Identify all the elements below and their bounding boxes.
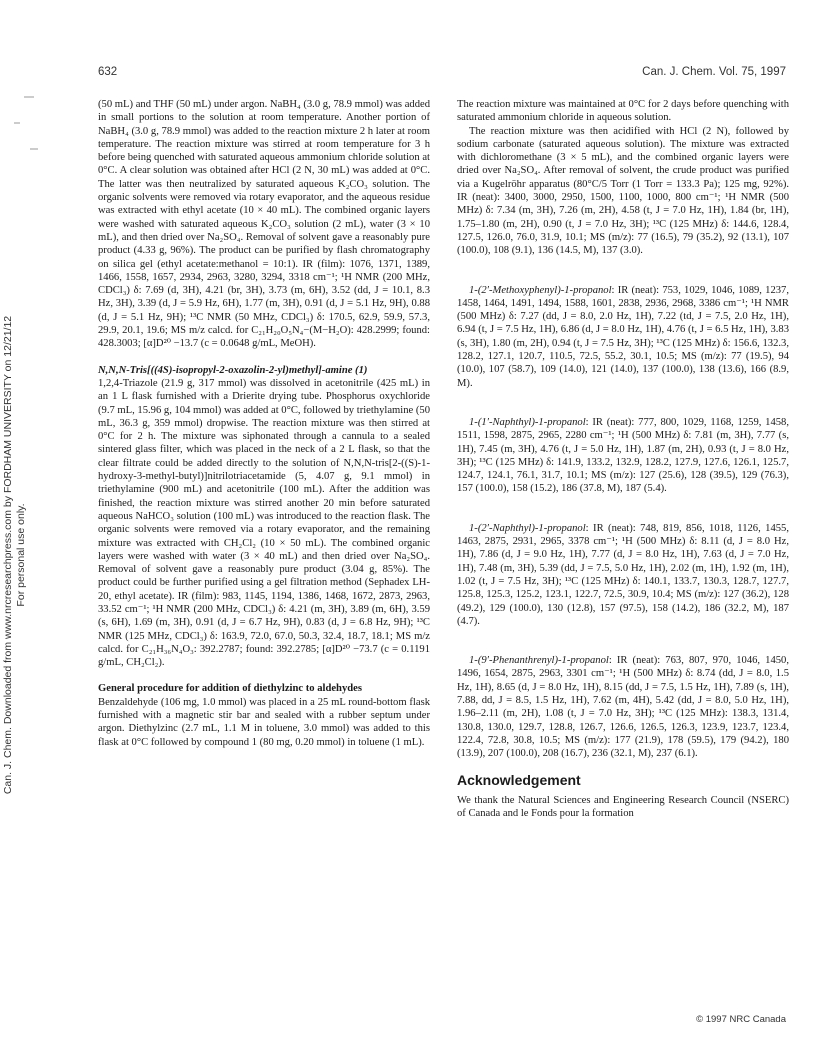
copyright-footer: © 1997 NRC Canada bbox=[696, 1014, 786, 1025]
compound-entry bbox=[457, 522, 789, 628]
acknowledgement-heading: Acknowledgement bbox=[457, 772, 581, 789]
download-watermark bbox=[2, 240, 28, 870]
scan-speck bbox=[14, 122, 20, 124]
paragraph: Benzaldehyde (106 mg, 1.0 mmol) was placed in a 25 mL round-bottom flask furnished with a magnetic stir bar and sealed with a rubber septum under argon. Diethylzinc (2.7 mL, 1.1 M in toluene, 3.0 mmol) was added to this flask at 0°C followed by compound 1 (80 mg, 0.20 mmol) in toluene (1 mL). bbox=[98, 696, 430, 748]
compound-entry bbox=[457, 654, 789, 760]
compound-entry bbox=[457, 416, 789, 496]
left-column bbox=[98, 98, 430, 749]
paragraph: 1,2,4-Triazole (21.9 g, 317 mmol) was dissolved in acetonitrile (425 mL) in an 1 L flask furnished with a Drierite drying tube. Phosphorus oxychloride (9.7 mL, 15.96 g, 104 mmol) was added at 0°C, followed by triethylamine (50 mL, 36.3 g, 359 mmol) dropwise. The reaction mixture was then stirred at 0°C for 2 h. The mixture was siphonated through a cannula to a sealed sintered glass filter, which was placed in the neck of a 2 L flask, so that the clear filtrate could be added directly to the solution of N,N,N-tris[2-((S)-1-hydroxy-3-methyl-butyl)]nitrilotriacetamide (5, 4.07 g, 9.1 mmol) in triethylamine (900 mL) and acetonitrile (100 mL). After the addition was finished, the reaction mixture was stirred another 20 min before saturated aqueous NaHCO₃ solution (100 mL) was introduced to the reaction flask. The organic solvents were removed via a rotary evaporator, and the remaining mixture was extracted with CH₂Cl₂ (10 × 50 mL). The combined organic layers were washed with water (3 × 40 mL) and then dried over Na₂SO₄. Removal of solvent gave a reasonably pure product (3.04 g, 85%). The product could be further purified using a gel filtration method (Sephadex LH-20, ethyl acetate). IR (film): 983, 1145, 1194, 1386, 1468, 1672, 2873, 2963, 33.52 cm⁻¹; ¹H NMR (200 MHz, CDCl₃) δ: 4.21 (m, 3H), 3.89 (m, 6H), 3.59 (s, 6H), 1.69 (m, 3H), 0.91 (d, J = 6.7 Hz, 9H), 0.83 (d, J = 6.8 Hz, 9H); ¹³C NMR (125 MHz, CDCl₃) δ: 163.9, 72.0, 67.0, 50.3, 32.4, 18.7, 18.1; MS m/z calcd. for C₂₁H₃₆N₄O₃: 392.2787; found: 392.2785; [α]D²⁰ −73.7 (c = 0.1191 g/mL, CH₂Cl₂). bbox=[98, 377, 430, 669]
scan-speck bbox=[24, 96, 34, 98]
compound-data: : IR (neat): 763, 807, 970, 1046, 1450, 1496, 1654, 2875, 2963, 3301 cm⁻¹; ¹H (500 MHz) δ: 8.74 (dd, J = 8.0, 1.5 Hz, 1H), 8.65 (d, J = 8.0 Hz, 1H), 8.15 (dd, J = 7.5, 1.5 Hz, 1H), 7.89 (s, 1H), 7.88, dd, J = 8.5, 1.5 Hz, 1H), 7.62 (m, 4H), 5.42 (dd, J = 8.0, 5.0 Hz, 1H), 1.96–2.11 (m, 2H), 1.08 (t, J = 7.0 Hz, 3H); ¹³C (125 MHz): 138.3, 131.4, 130.8, 130.0, 129.7, 128.8, 126.7, 126.6, 126.5, 126.3, 123.9, 123.7, 123.4, 122.4, 72.8, 30.8, 10.5; MS (m/z): 177 (21.9), 178 (59.5), 179 (94.2), 180 (13.9), 207 (100.0), 208 (16.7), 236 (32.1, M), 237 (6.1). bbox=[457, 655, 789, 760]
compound-entry bbox=[457, 284, 789, 390]
compound-name: 1-(2′-Naphthyl)-1-propanol bbox=[469, 522, 586, 534]
compound-name: 1-(9′-Phenanthrenyl)-1-propanol bbox=[469, 655, 609, 667]
compound-data: : IR (neat): 748, 819, 856, 1018, 1126, 1455, 1463, 2875, 2931, 2965, 3378 cm⁻¹; ¹H (500 MHz) δ: 8.11 (d, J = 8.0 Hz, 1H), 7.86 (d, J = 9.0 Hz, 1H), 7.77 (d, J = 8.0 Hz, 1H), 7.63 (d, J = 7.0 Hz, 1H), 7.48 (m, 3H), 5.39 (dd, J = 7.5, 5.0 Hz, 1H), 2.02 (m, 1H), 1.92 (m, 1H), 1.02 (t, J = 7.5 Hz, 3H); ¹³C (125 MHz) δ: 140.1, 133.7, 130.3, 128.7, 127.7, 125.8, 125.3, 125.2, 123.1, 122.7, 72.5, 30.9, 10.4; MS (m/z): 127 (36.2), 128 (49.2), 129 (100.0), 130 (12.8), 157 (97.5), 158 (14.2), 186 (32.2, M), 187 (4.7). bbox=[457, 522, 789, 627]
compound-data: : IR (neat): 753, 1029, 1046, 1089, 1237, 1458, 1464, 1491, 1494, 1588, 1601, 2838, 2936, 2968, 3386 cm⁻¹; ¹H NMR (500 MHz) δ: 7.27 (dd, J = 8.0, 2.0 Hz, 1H), 7.22 (td, J = 7.5, 2.0 Hz, 1H), 6.94 (t, J = 7.5 Hz, 1H), 6.86 (d, J = 8.0 Hz, 1H), 4.76 (t, J = 6.5 Hz, 1H), 3.83 (s, 3H), 1.80 (m, 2H), 0.94 (t, J = 7.5 Hz, 3H); ¹³C (125 MHz) δ: 156.6, 132.3, 128.2, 127.1, 120.7, 110.5, 72.5, 55.2, 30.1, 10.5; MS (m/z): 77 (19.5), 94 (10.0), 107 (58.7), 109 (14.0), 121 (14.0), 137 (100.0), 138 (13.6), 166 (8.9, M). bbox=[457, 284, 789, 389]
right-column bbox=[457, 98, 789, 820]
paragraph: The reaction mixture was maintained at 0°C for 2 days before quenching with saturated ammonium chloride in aqueous solution. bbox=[457, 99, 789, 124]
scan-speck bbox=[30, 148, 38, 150]
paragraph: The reaction mixture was then acidified with HCl (2 N), followed by sodium carbonate (saturated aqueous solution). The mixture was extracted with dichloromethane (3 × 5 mL), and the combined organic layers were dried over Na₂SO₄. After removal of solvent, the crude product was purified via a Kugelröhr apparatus (80°C/5 Torr (1 Torr = 133.3 Pa); 125 mg, 92%). IR (neat): 3400, 3000, 2950, 1500, 1100, 1000, 800 cm⁻¹; ¹H NMR (500 MHz) δ: 7.34 (m, 3H), 7.26 (m, 2H), 4.58 (t, J = 7.0 Hz, 1H), 1.84 (br, 1H), 1.75–1.80 (m, 2H), 0.90 (t, J = 7.0 Hz, 3H); ¹³C (125 MHz) δ: 144.6, 128.4, 127.5, 126.0, 76.0, 31.9, 10.1; MS (m/z): 77 (16.5), 79 (35.2), 92 (13.1), 107 (100.0), 108 (9.1), 136 (14.5, M), 137 (3.0). bbox=[457, 125, 789, 257]
watermark-line-2: For personal use only. bbox=[15, 503, 27, 607]
compound-data: : IR (neat): 777, 800, 1029, 1168, 1259, 1458, 1511, 1598, 2875, 2965, 2280 cm⁻¹; ¹H (500 MHz) δ: 7.81 (m, 3H), 7.77 (s, 1H), 7.45 (m, 3H), 4.76 (t, J = 5.0 Hz, 1H), 1.87 (m, 2H), 0.93 (t, J = 8.0 Hz, 3H); ¹³C (125 MHz) δ: 141.9, 133.2, 132.9, 128.2, 127.9, 127.6, 126.1, 125.7, 124.7, 124.1, 76.1, 31.7, 10.1; MS (m/z): 127 (25.6), 128 (39.5), 129 (76.3), 157 (100.0), 158 (15.2), 186 (37.8, M), 187 (5.4). bbox=[457, 416, 789, 495]
compound-name: 1-(2′-Methoxyphenyl)-1-propanol bbox=[469, 284, 612, 296]
section-heading: General procedure for addition of diethylzinc to aldehydes bbox=[98, 683, 362, 695]
paragraph: (50 mL) and THF (50 mL) under argon. NaBH₄ (3.0 g, 78.9 mmol) was added in small portions to the solution at room temperature. Another portion of NaBH₄ (3.0 g, 78.9 mmol) was added to the reaction mixture 2 h later at room temperature. The reaction mixture was stirred at room temperature for 3 h before being quenched with saturated aqueous ammonium chloride solution at 0°C. A clear solution was obtained after HCl (2 N, 30 mL) was added at 0°C. The latter was then neutralized by saturated aqueous K₂CO₃ solution. The organic solvents were removed via rotary evaporator, and the aqueous residue was extracted with ethyl acetate (10 × 40 mL). The combined organic layers were washed with saturated aqueous K₂CO₃ solution (2 mL), water (3 × 10 mL), and then dried over Na₂SO₄. Removal of solvent gave a reasonably pure product (4.33 g, 96%). The product can be purified by flash chromatography on silica gel (ethyl acetate:methanol = 10:1). IR (film): 1076, 1371, 1389, 1466, 1558, 1657, 2934, 2963, 3280, 3294, 3318 cm⁻¹; ¹H NMR (200 MHz, CDCl₃) δ: 7.69 (d, 3H), 4.21 (br, 3H), 3.73 (m, 6H), 3.52 (dd, J = 10.1, 8.3 Hz, 3H), 3.39 (d, J = 5.9 Hz, 6H), 1.77 (m, 3H), 0.91 (d, J = 5.1 Hz, 9H), 0.88 (d, J = 5.1 Hz, 9H); ¹³C NMR (50 MHz, CDCl₃) δ: 170.5, 62.9, 59.9, 57.3, 29.9, 20.1, 19.6; MS m/z calcd. for C₂₁H₂₀O₅N₄−(M−H₂O): 428.2999; found: 428.3003; [α]D²⁰ −13.7 (c = 0.0648 g/mL, MeOH). bbox=[98, 99, 430, 350]
watermark-line-1: Can. J. Chem. Downloaded from www.nrcresearchpress.com by FORDHAM UNIVERSITY on 12/21/12 bbox=[2, 315, 14, 795]
section-heading: N,N,N-Tris[((4S)-isopropyl-2-oxazolin-2-yl)methyl]-amine (1) bbox=[98, 364, 368, 376]
compound-name: 1-(1′-Naphthyl)-1-propanol bbox=[469, 416, 586, 428]
acknowledgement-text: We thank the Natural Sciences and Engineering Research Council (NSERC) of Canada and le Fonds pour la formation bbox=[457, 794, 789, 820]
running-header: Can. J. Chem. Vol. 75, 1997 bbox=[642, 66, 786, 78]
page-number: 632 bbox=[98, 66, 118, 78]
